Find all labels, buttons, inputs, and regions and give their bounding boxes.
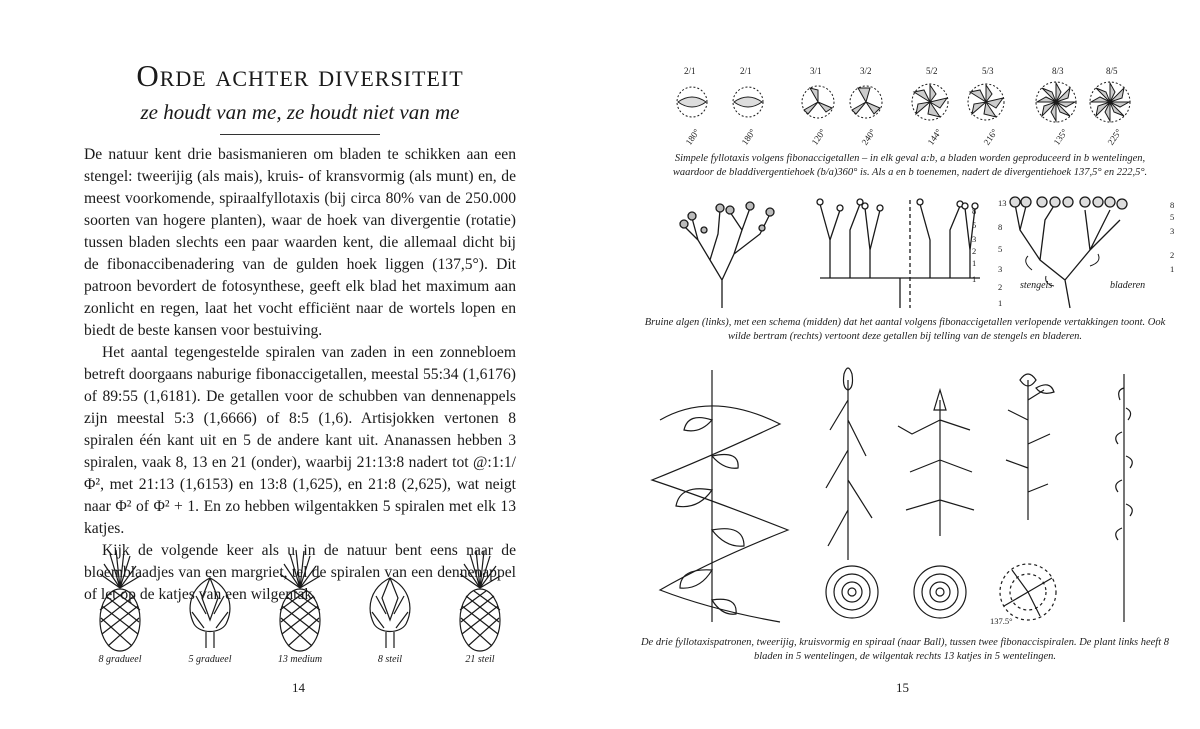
body-text	[84, 144, 516, 606]
phyllotaxis-rosettes	[670, 76, 1150, 128]
page-subtitle: ze houdt van me, ze houdt niet van me	[140, 100, 460, 124]
pineapple-icon	[88, 548, 152, 652]
page-title: Orde achter diversiteit	[136, 58, 464, 93]
pineapple-icon	[268, 548, 332, 652]
pineapple-figure-3	[444, 548, 516, 665]
count-label: 3	[972, 234, 977, 244]
branching-figures	[670, 190, 1150, 310]
angle-label: 240°	[859, 127, 878, 147]
page-number: 15	[896, 680, 909, 695]
angle-label: 216°	[981, 127, 1000, 147]
angle-label: 225°	[1105, 127, 1124, 147]
count-label: 5	[998, 244, 1003, 254]
count-label: 3	[1170, 226, 1175, 236]
angle-label: 120°	[809, 127, 828, 147]
paragraph-3: Kijk de volgende keer als u in de natuur bent eens naar de bloemblaadjes van een margriet, tel de spiralen van een dennenappel of let op de katjes van een wilgentak.	[84, 542, 516, 603]
fraction-label: 8/3	[1052, 66, 1064, 76]
paragraph-1: De natuur kent drie basismanieren om bladen te schikken aan een stengel: tweerijig (als mais), kruis- of kransvormig (als munt) en, de meest voorkomende, spiraalfyllotaxis (bij circa 80% van de 250.000 soorten van hogere planten), waar de hoek van divergentie (rotatie) tussen bladen slechts een paar waarden kent, die allemaal dicht bij de fibonaccibenadering van de gulden hoek liggen (137,5°). Dit patroon bevordert de fotosynthese, geeft elk blad het maximum aan zonlicht en regen, laat het vocht efficiënt naar de wortels lopen en biedt de beste kansen voor bestuiving.	[84, 146, 516, 339]
stems-label: stengels	[1020, 280, 1053, 291]
count-label: 2	[1170, 250, 1175, 260]
artichoke-figure-2	[354, 548, 426, 665]
artichoke-icon	[178, 548, 242, 652]
angle-label: 135°	[1051, 127, 1070, 147]
right-page	[600, 0, 1200, 729]
fraction-label: 3/1	[810, 66, 822, 76]
count-label: 3	[998, 264, 1003, 274]
count-label: 13	[998, 198, 1007, 208]
caption-phyllotaxis: Simpele fyllotaxis volgens fibonaccigetallen – in elk geval a:b, a bladen worden geproduceerd in b wentelingen, waardoor de bladdivergentiehoek (b/a)360° is. Als a en b toenemen, nadert de divergentiehoek 137,5° en 222,5°.	[672, 153, 1148, 178]
fraction-label: 8/5	[1106, 66, 1118, 76]
fruit-figure-row	[84, 548, 516, 668]
figure-label: 21 steil	[465, 654, 495, 665]
artichoke-figure-1	[174, 548, 246, 665]
artichoke-icon	[358, 548, 422, 652]
fraction-label: 3/2	[860, 66, 872, 76]
figure-label: 8 gradueel	[98, 654, 142, 665]
caption-plants: De drie fyllotaxispatronen, tweerijig, kruisvormig en spiraal (naar Ball), tussen twee fibonaccispiralen. De plant links heeft 8 bladen in 5 wentelingen, de wilgentak rechts 13 katjes in 5 wentelingen.	[640, 637, 1170, 662]
count-label: 2	[998, 282, 1003, 292]
fraction-label: 5/2	[926, 66, 938, 76]
pineapple-icon	[448, 548, 512, 652]
angle-label: 180°	[739, 127, 758, 147]
count-label: 1	[998, 298, 1003, 308]
paragraph-2: Het aantal tegengestelde spiralen van zaden in een zonnebloem betreft doorgaans naburige fibonaccigetallen, meestal 55:34 (1,6176) of 89:55 (1,6181). De getallen voor de schubben van dennenappels zijn meestal 5:3 (1,6666) of 8:5 (1,6). Artisjokken vertonen 8 spiralen één kant uit en 5 de andere kant uit. Ananassen hebben 3 spiralen, vaak 8, 13 en 21 (onder), waarbij 21:13:8 nadert tot @:1:1/Φ², met 21:13 (1,6153) en 13:8 (1,625), en 21:8 (2,625), wat neigt naar Φ² of Φ² + 1. En zo hebben wilgentakken 5 spiralen met elk 13 katjes.	[84, 344, 516, 537]
pineapple-figure-2	[264, 548, 336, 665]
count-label: 5	[972, 220, 977, 230]
count-label: 1	[972, 274, 977, 284]
count-label: 1	[972, 258, 977, 268]
caption-branching: Bruine algen (links), met een schema (midden) dat het aantal volgens fibonaccigetallen verlopende vertakkingen toont. Ook wilde bertram (rechts) vertoont deze getallen bij telling van de stengels en bladeren.	[644, 317, 1166, 342]
count-label: 5	[1170, 212, 1175, 222]
count-label: 8	[998, 222, 1003, 232]
title-divider	[220, 134, 380, 135]
count-label: 8	[972, 206, 977, 216]
count-label: 1	[1170, 264, 1175, 274]
angle-label: 180°	[683, 127, 702, 147]
phyllotaxis-plants	[640, 360, 1180, 632]
angle-label: 144°	[925, 127, 944, 147]
fraction-label: 5/3	[982, 66, 994, 76]
figure-label: 5 gradueel	[188, 654, 232, 665]
pineapple-figure-1	[84, 548, 156, 665]
figure-label: 13 medium	[277, 654, 323, 665]
leaves-label: bladeren	[1110, 280, 1146, 291]
angle-annotation: 137.5°	[990, 616, 1013, 626]
fraction-label: 2/1	[740, 66, 752, 76]
count-label: 2	[972, 246, 977, 256]
fraction-label: 2/1	[684, 66, 696, 76]
page-number: 14	[292, 680, 305, 695]
count-label: 8	[1170, 200, 1175, 210]
figure-label: 8 steil	[377, 654, 403, 665]
